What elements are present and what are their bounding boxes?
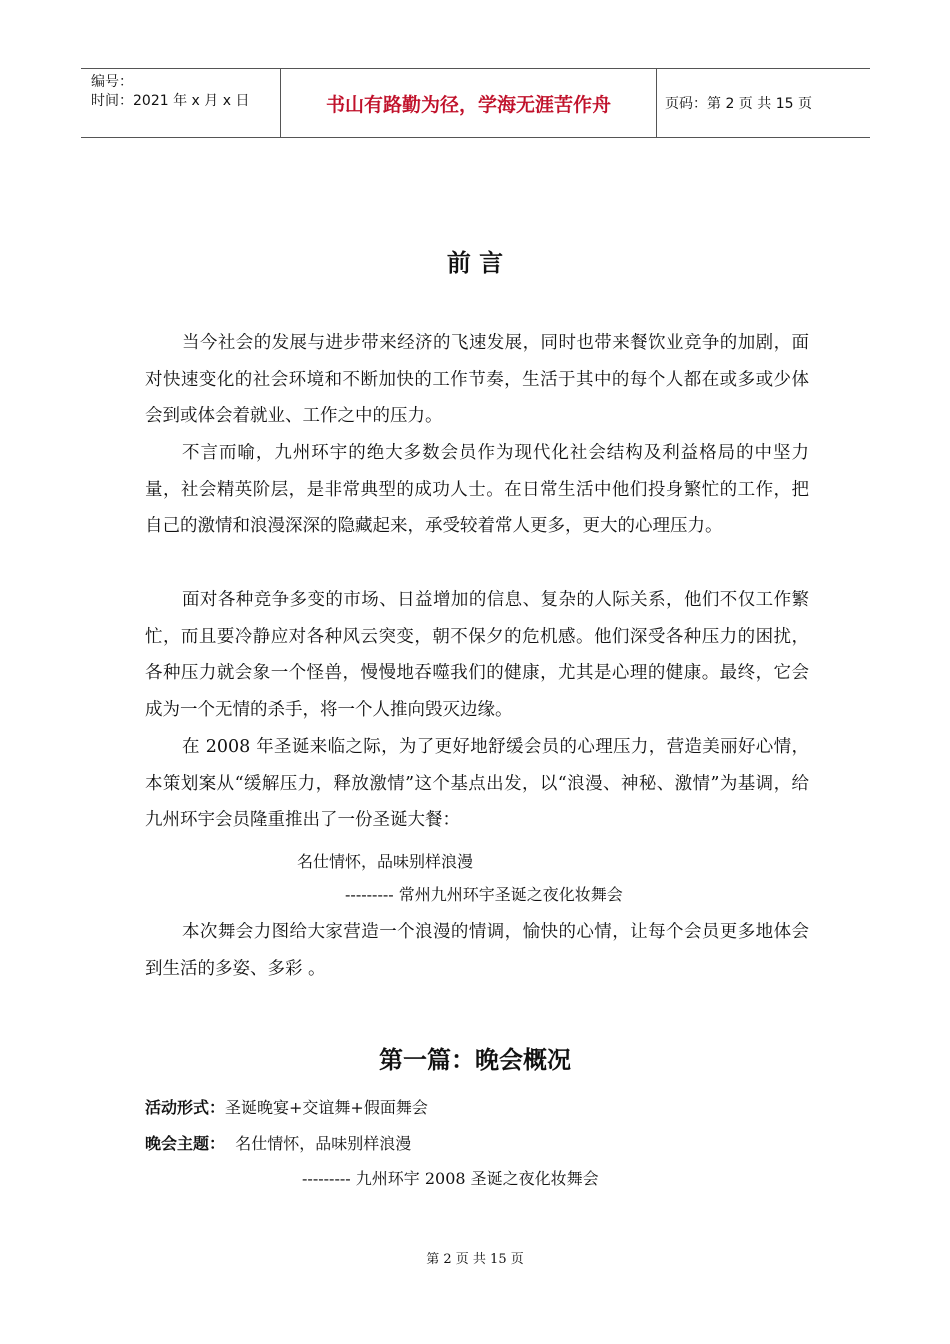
activity-form-row [145,1095,428,1118]
theme-value: 名仕情怀，品味别样浪漫 [235,1134,412,1153]
page-header [81,68,870,138]
preface-slogan: 名仕情怀，品味别样浪漫 [297,852,474,871]
activity-form-value: 圣诞晚宴+交谊舞+假面舞会 [225,1098,428,1117]
header-meta [81,69,281,137]
theme-label: 晚会主题： [145,1134,226,1153]
preface-paragraph-2: 不言而喻，九州环宇的绝大多数会员作为现代化社会结构及利益格局的中坚力量，社会精英阶层，是非常典型的成功人士。在日常生活中他们投身繁忙的工作，把自己的激情和浪漫深深的隐藏起来，承受较着常人更多，更大的心理压力。 [145,443,809,536]
header-page-info: 页码：第 2 页 共 15 页 [665,96,812,112]
theme-row [145,1131,411,1154]
preface-paragraph-1: 当今社会的发展与进步带来经济的飞速发展，同时也带来餐饮业竞争的加剧，面对快速变化的社会环境和不断加快的工作节奏，生活于其中的每个人都在或多或少体会到或体会着就业、工作之中的压力。 [145,333,809,426]
header-motto: 书山有路勤为径，学海无涯苦作舟 [281,69,657,137]
header-number: 编号： [91,74,133,90]
preface-paragraph-3: 面对各种竞争多变的市场、日益增加的信息、复杂的人际关系，他们不仅工作繁忙，而且要冷静应对各种风云突变，朝不保夕的危机感。他们深受各种压力的困扰，各种压力就会象一个怪兽，慢慢地吞噬我们的健康，尤其是心理的健康。最终，它会成为一个无情的杀手，将一个人推向毁灭边缘。 [145,590,809,720]
page-footer: 第 2 页 共 15 页 [426,1252,524,1267]
chapter1-title: 第一篇：晚会概况 [379,1046,571,1074]
activity-form-label: 活动形式： [145,1098,226,1117]
preface-slogan-sub: --------- 常州九州环宇圣诞之夜化妆舞会 [345,885,623,904]
header-date: 时间：2021 年 x 月 x 日 [91,93,250,109]
preface-closing: 本次舞会力图给大家营造一个浪漫的情调，愉快的心情，让每个会员更多地体会到生活的多姿、多彩 。 [145,922,809,979]
theme-sub: --------- 九州环宇 2008 圣诞之夜化妆舞会 [302,1169,599,1188]
preface-paragraph-4: 在 2008 年圣诞来临之际，为了更好地舒缓会员的心理压力，营造美丽好心情，本策划案从“缓解压力，释放激情”这个基点出发，以“浪漫、神秘、激情”为基调，给九州环宇会员隆重推出了一份圣诞大餐： [145,737,809,830]
preface-title: 前 言 [446,249,504,277]
